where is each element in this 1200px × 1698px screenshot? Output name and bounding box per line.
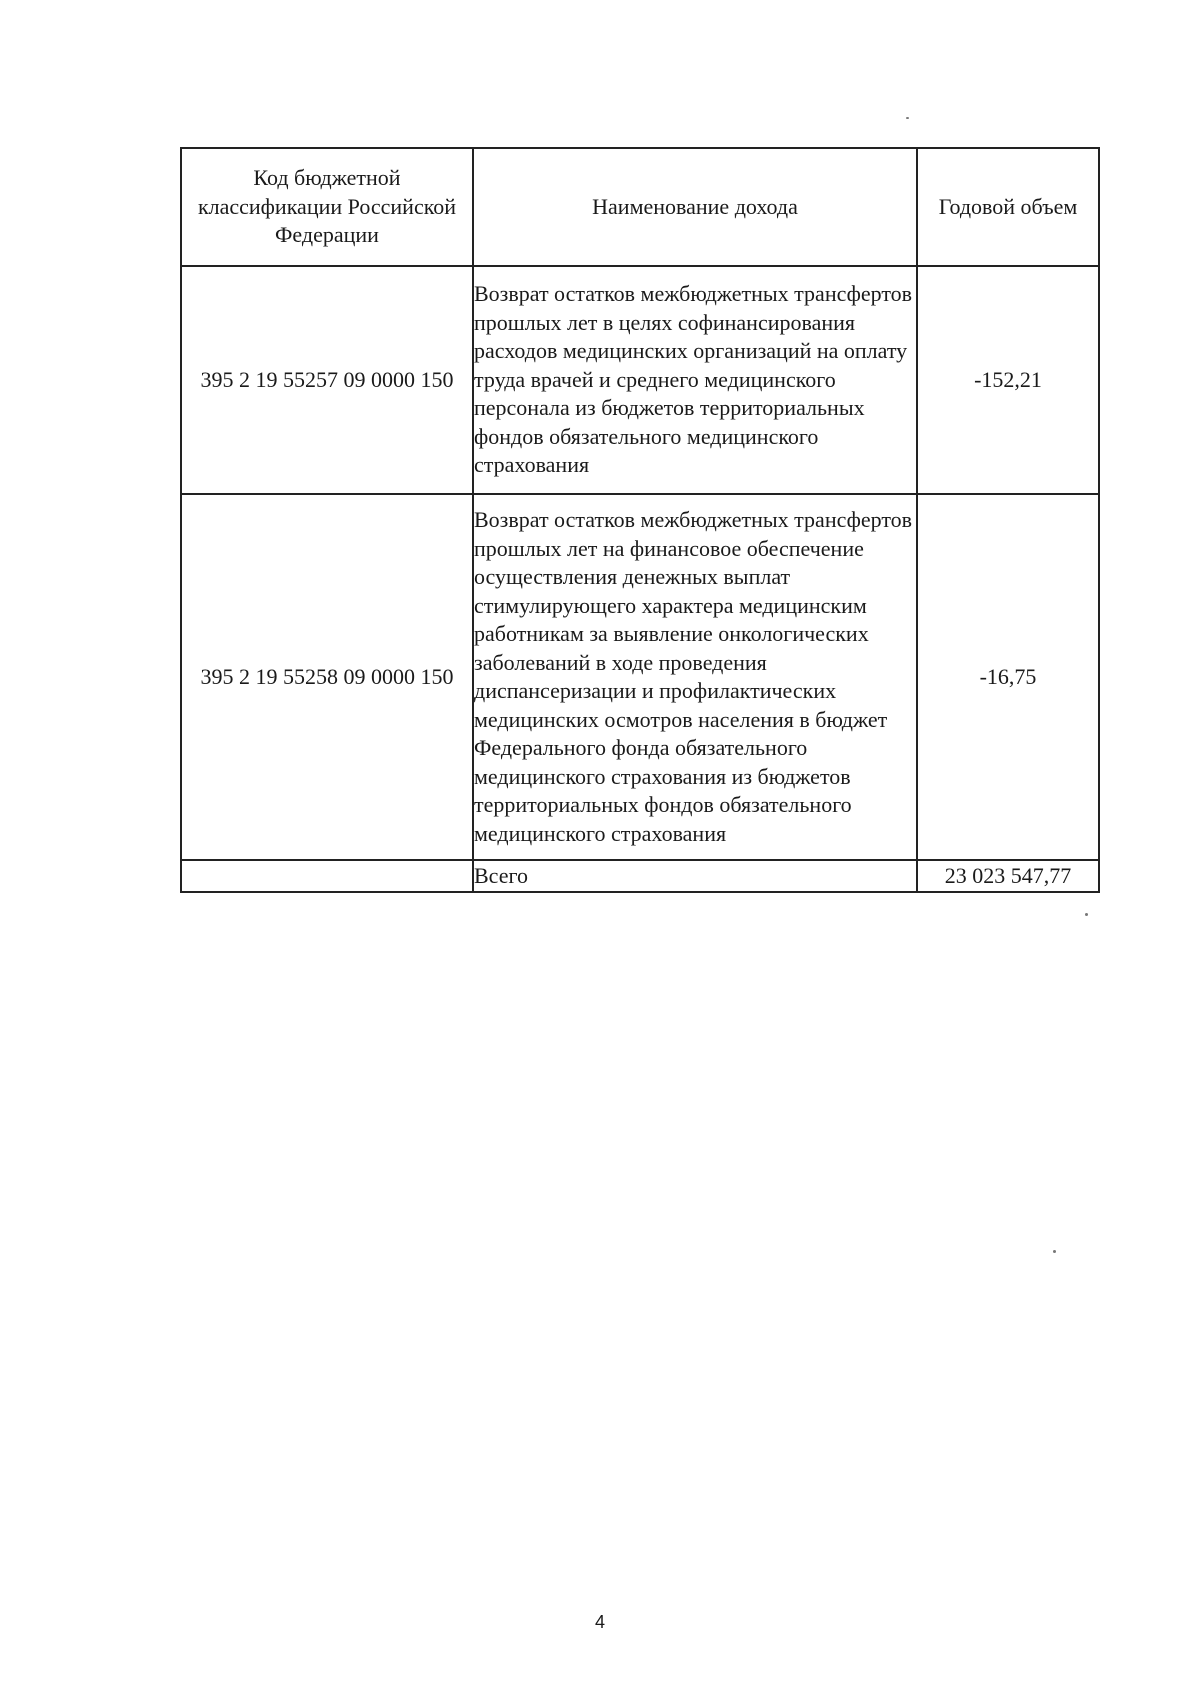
- row-volume: -152,21: [917, 266, 1099, 494]
- total-row: [181, 860, 1099, 892]
- row-code: 395 2 19 55258 09 0000 150: [181, 494, 473, 860]
- scan-speck: [1053, 1250, 1056, 1253]
- row-name: Возврат остатков межбюджетных трансфертов прошлых лет на финансовое обеспечение осуществления денежных выплат стимулирующего характера медицинским работникам за выявление онкологических заболеваний в ходе проведения диспансеризации и профилактических медицинских осмотров населения в бюджет Федерального фонда обязательного медицинского страхования из бюджетов территориальных фондов обязательного медицинского страхования: [473, 494, 917, 860]
- total-value: 23 023 547,77: [917, 860, 1099, 892]
- scan-speck: [1085, 913, 1088, 916]
- page-number: 4: [594, 1612, 605, 1632]
- table-header-row: [181, 148, 1099, 266]
- table-row: [181, 494, 1099, 860]
- table-row: [181, 266, 1099, 494]
- total-label: Всего: [473, 860, 917, 892]
- header-volume: Годовой объем: [917, 148, 1099, 266]
- header-name: Наименование дохода: [473, 148, 917, 266]
- row-code: 395 2 19 55257 09 0000 150: [181, 266, 473, 494]
- scan-speck: [906, 117, 909, 119]
- total-empty-cell: [181, 860, 473, 892]
- income-table: [180, 147, 1100, 893]
- row-name: Возврат остатков межбюджетных трансфертов прошлых лет в целях софинансирования расходов медицинских организаций на оплату труда врачей и среднего медицинского персонала из бюджетов территориальных фондов обязательного медицинского страхования: [473, 266, 917, 494]
- row-volume: -16,75: [917, 494, 1099, 860]
- header-code: Код бюджетной классификации Российской Федерации: [181, 148, 473, 266]
